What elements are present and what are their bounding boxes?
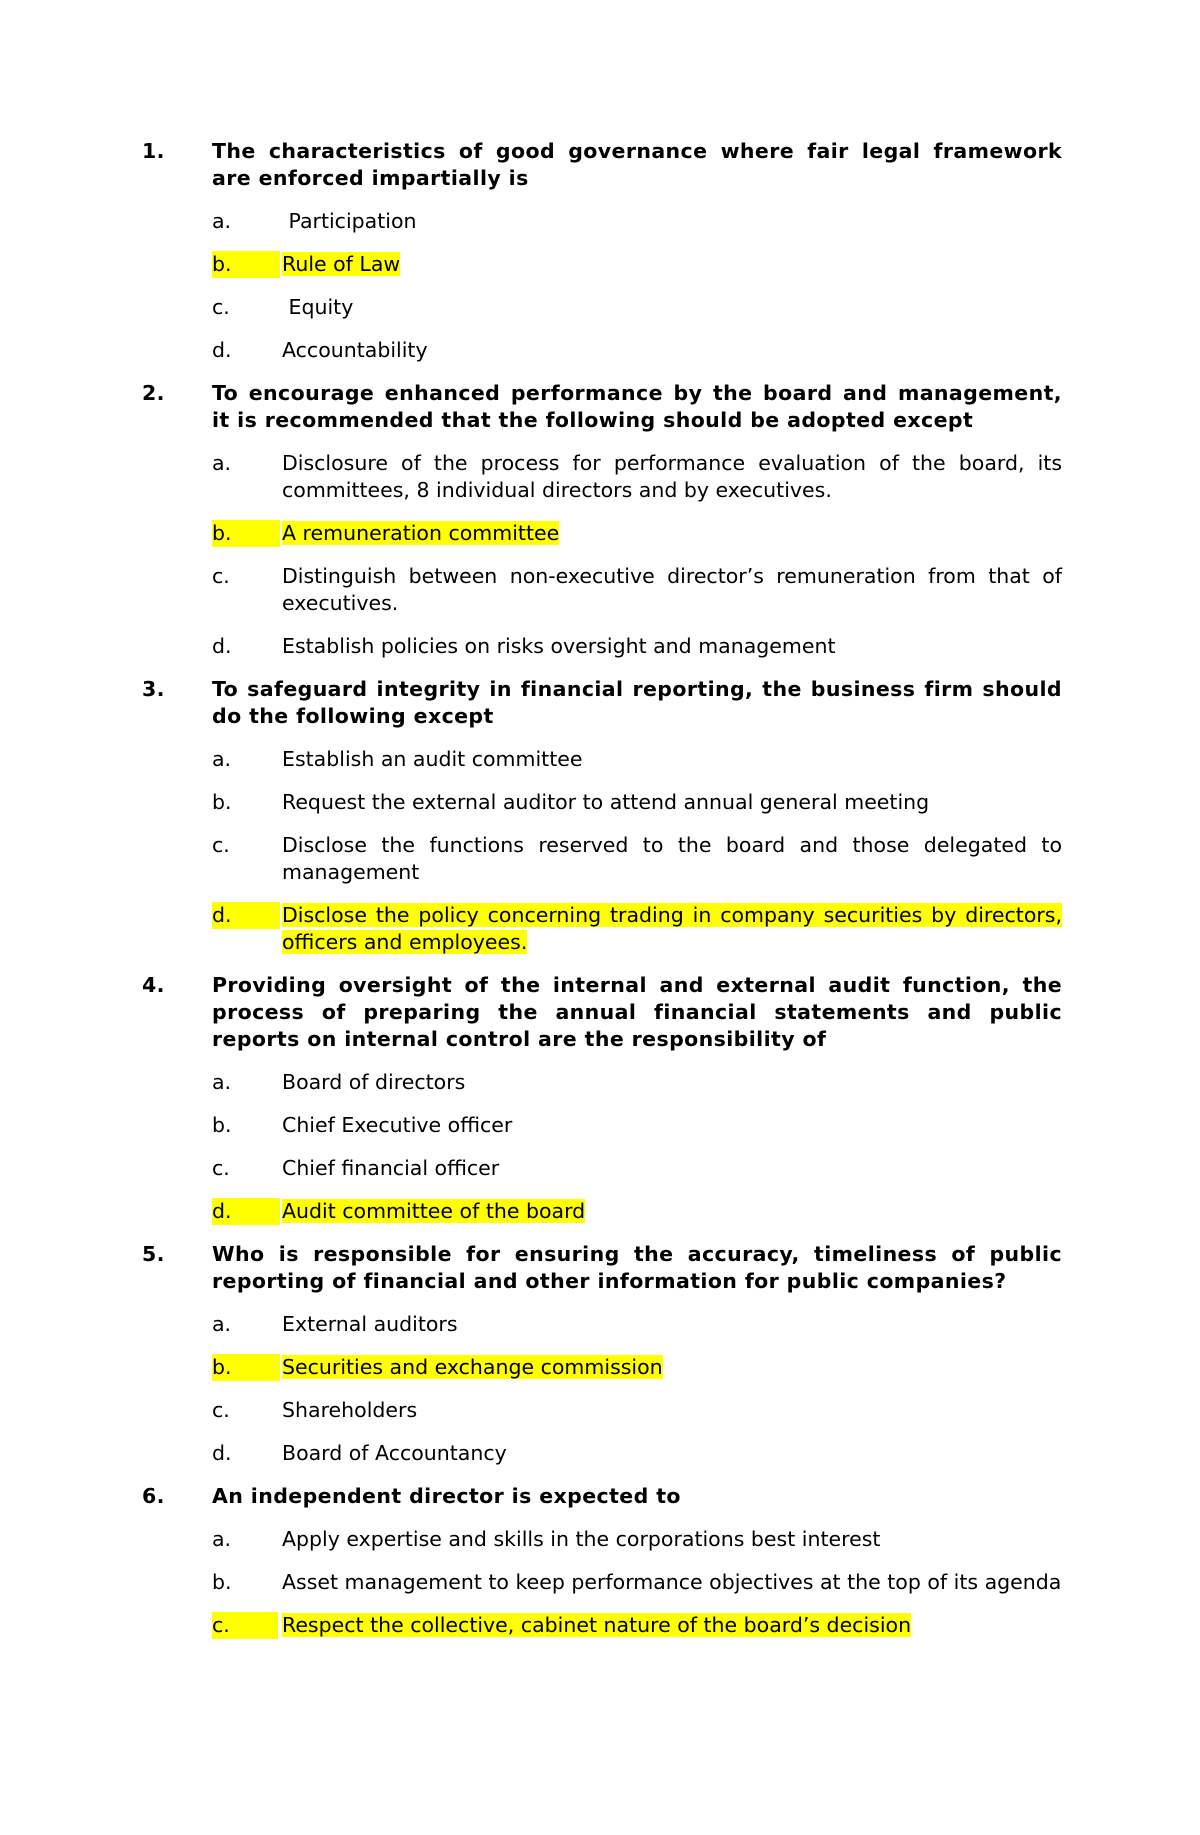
option-text: Participation [282,209,417,233]
question-2 [0,380,1200,660]
option-item-answer [212,251,1062,278]
question-text: Providing oversight of the internal and external audit function, the process of preparing the annual financial statements and public reports on internal control are the responsibility of [212,973,1062,1051]
option-text: Chief Executive officer [282,1113,513,1137]
option-letter: a. [212,1312,232,1336]
option-letter: b. [212,520,280,547]
question-heading [142,1241,1062,1295]
option-list [0,1526,1200,1639]
question-5 [0,1241,1200,1467]
option-item [212,1069,1062,1096]
question-number: 2. [142,381,165,405]
option-item [212,563,1062,617]
question-heading [142,138,1062,192]
question-6 [0,1483,1200,1639]
option-letter: d. [212,338,232,362]
option-item [212,832,1062,886]
option-item [212,1311,1062,1338]
option-text: Board of directors [282,1070,466,1094]
option-text: Asset management to keep performance objectives at the top of its agenda [282,1570,1062,1594]
option-text: Request the external auditor to attend annual general meeting [282,790,930,814]
option-text: Shareholders [282,1398,418,1422]
option-letter: d. [212,1198,280,1225]
question-number: 1. [142,139,165,163]
option-letter: d. [212,634,232,658]
option-text: Accountability [282,338,428,362]
option-item [212,208,1062,235]
option-list [0,1311,1200,1467]
option-text: Rule of Law [282,252,401,276]
option-item-answer [212,520,1062,547]
option-text: Apply expertise and skills in the corporations best interest [282,1527,881,1551]
question-number: 4. [142,973,165,997]
option-list [0,746,1200,956]
option-item [212,450,1062,504]
option-item-answer [212,1612,1062,1639]
option-text: Respect the collective, cabinet nature of the board’s decision [282,1613,912,1637]
option-list [0,208,1200,364]
question-text: An independent director is expected to [212,1484,681,1508]
option-item [212,1440,1062,1467]
question-heading [142,380,1062,434]
option-text: A remuneration committee [282,521,560,545]
option-text: Establish policies on risks oversight and management [282,634,836,658]
option-letter: c. [212,564,230,588]
option-item [212,789,1062,816]
option-text: External auditors [282,1312,458,1336]
option-text: Establish an audit committee [282,747,583,771]
option-item [212,294,1062,321]
option-item [212,1397,1062,1424]
option-list [0,1069,1200,1225]
option-item [212,746,1062,773]
option-text: Distinguish between non-executive director’s remuneration from that of executives. [282,564,1062,615]
option-item [212,337,1062,364]
option-item-answer [212,1198,1062,1225]
option-letter: c. [212,1612,278,1639]
option-text: Board of Accountancy [282,1441,507,1465]
question-heading [142,1483,1062,1510]
option-letter: a. [212,747,232,771]
option-letter: b. [212,1354,280,1381]
question-text: The characteristics of good governance where fair legal framework are enforced impartially is [212,139,1062,190]
option-text: Chief financial officer [282,1156,500,1180]
question-number: 3. [142,677,165,701]
question-number: 5. [142,1242,165,1266]
option-text: Disclose the functions reserved to the board and those delegated to management [282,833,1062,884]
option-text: Equity [282,295,354,319]
option-letter: a. [212,1070,232,1094]
option-item [212,1526,1062,1553]
option-item [212,1569,1062,1596]
option-letter: a. [212,209,232,233]
option-text: Audit committee of the board [282,1199,586,1223]
question-text: To encourage enhanced performance by the board and management, it is recommended that the following should be adopted except [212,381,1062,432]
option-letter: c. [212,295,230,319]
option-letter: d. [212,902,280,929]
option-letter: a. [212,1527,232,1551]
option-letter: a. [212,451,232,475]
option-text: Securities and exchange commission [282,1355,663,1379]
option-item [212,633,1062,660]
option-letter: c. [212,1398,230,1422]
option-item-answer [212,1354,1062,1381]
option-letter: b. [212,1113,232,1137]
option-item [212,1155,1062,1182]
option-item-answer [212,902,1062,956]
option-letter: b. [212,790,232,814]
question-4 [0,972,1200,1225]
option-letter: b. [212,1570,232,1594]
question-heading [142,676,1062,730]
question-3 [0,676,1200,956]
question-1 [0,138,1200,364]
option-list [0,450,1200,660]
option-item [212,1112,1062,1139]
question-text: To safeguard integrity in financial reporting, the business firm should do the following except [212,677,1062,728]
option-letter: d. [212,1441,232,1465]
option-letter: c. [212,833,230,857]
question-number: 6. [142,1484,165,1508]
question-heading [142,972,1062,1053]
option-letter: b. [212,251,280,278]
question-text: Who is responsible for ensuring the accuracy, timeliness of public reporting of financial and other information for public companies? [212,1242,1062,1293]
option-text: Disclose the policy concerning trading in company securities by directors, officers and employees. [282,903,1062,954]
option-letter: c. [212,1156,230,1180]
option-text: Disclosure of the process for performance evaluation of the board, its committees, 8 individual directors and by executives. [282,451,1062,502]
